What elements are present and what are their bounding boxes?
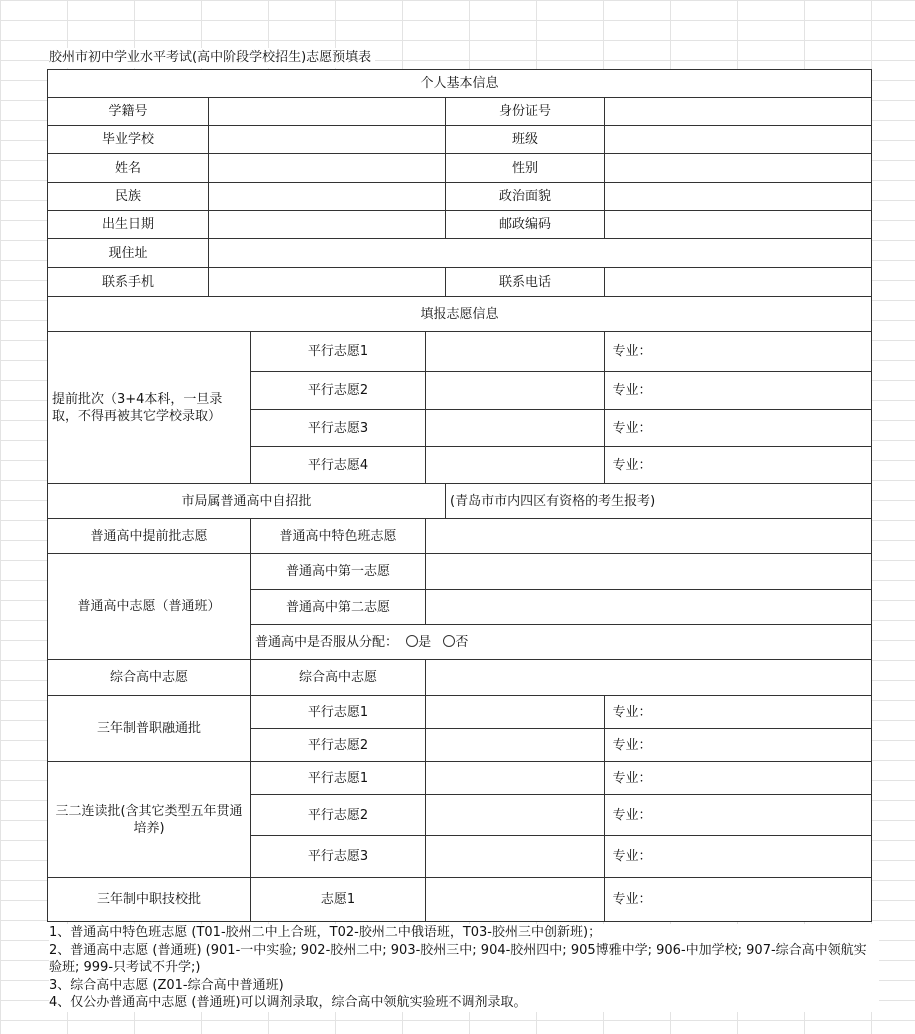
five-year-major-2-input[interactable] xyxy=(660,795,872,836)
assign-row xyxy=(251,625,872,660)
footnote-1: 1、普通高中特色班志愿 (T01-胶州二中上合班，T02-胶州二中俄语班，T03-胶州三中创新班)； xyxy=(49,925,602,940)
technical-wish-input[interactable] xyxy=(426,878,605,922)
assign-no-label: 否 xyxy=(455,634,469,650)
vocational3-major-1-label: 专业： xyxy=(605,696,660,729)
label-id-number: 身份证号 xyxy=(446,98,605,126)
input-political[interactable] xyxy=(605,183,872,211)
form-title: 胶州市初中学业水平考试(高中阶段学校招生)志愿预填表 xyxy=(49,48,375,68)
regular-wish-label: 普通高中志愿（普通班） xyxy=(48,554,251,660)
vocational3-wish-1-label: 平行志愿1 xyxy=(251,696,426,729)
five-year-wish-2-label: 平行志愿2 xyxy=(251,795,426,836)
five-year-wish-3-label: 平行志愿3 xyxy=(251,836,426,878)
vocational3-wish-2-label: 平行志愿2 xyxy=(251,729,426,762)
early-major-1-label: 专业： xyxy=(605,332,660,372)
input-postcode[interactable] xyxy=(605,211,872,239)
regular-second-input[interactable] xyxy=(426,590,872,625)
early-major-2-label: 专业： xyxy=(605,372,660,410)
early-major-3-label: 专业： xyxy=(605,410,660,447)
input-ethnicity[interactable] xyxy=(209,183,446,211)
early-wish-1-label: 平行志愿1 xyxy=(251,332,426,372)
five-year-major-3-label: 专业： xyxy=(605,836,660,878)
five-year-major-3-input[interactable] xyxy=(660,836,872,878)
footnote-4: 4、仅公办普通高中志愿 (普通班)可以调剂录取，综合高中领航实验班不调剂录取。 xyxy=(49,995,527,1010)
early-wish-4-input[interactable] xyxy=(426,447,605,484)
five-year-label: 三二连读批(含其它类型五年贯通培养) xyxy=(48,762,251,878)
early-wish-3-label: 平行志愿3 xyxy=(251,410,426,447)
vocational3-major-2-input[interactable] xyxy=(660,729,872,762)
regular-first-label: 普通高中第一志愿 xyxy=(251,554,426,590)
regular-early-label: 普通高中提前批志愿 xyxy=(48,519,251,554)
input-address[interactable] xyxy=(209,239,872,268)
label-postcode: 邮政编码 xyxy=(446,211,605,239)
comprehensive-input[interactable] xyxy=(426,660,872,696)
five-year-major-1-input[interactable] xyxy=(660,762,872,795)
vocational3-major-2-label: 专业： xyxy=(605,729,660,762)
footnote-3: 3、综合高中志愿 (Z01-综合高中普通班) xyxy=(49,977,284,993)
input-name[interactable] xyxy=(209,154,446,183)
five-year-major-1-label: 专业： xyxy=(605,762,660,795)
assign-label: 普通高中是否服从分配： xyxy=(255,634,399,650)
early-wish-4-label: 平行志愿4 xyxy=(251,447,426,484)
application-form-table xyxy=(47,69,872,922)
footnote-2: 2、普通高中志愿 (普通班) (901-一中实验; 902-胶州二中; 903-胶州三中; 904-胶州四中; 905博雅中学; 906-中加学校; 907-综合高中领航实验班; 999-只考试不升学;) xyxy=(49,942,867,975)
label-school: 毕业学校 xyxy=(48,126,209,154)
vocational3-wish-1-input[interactable] xyxy=(426,696,605,729)
early-batch-label: 提前批次（3+4本科，一旦录取，不得再被其它学校录取） xyxy=(48,332,251,484)
early-major-4-label: 专业： xyxy=(605,447,660,484)
technical-major-label: 专业： xyxy=(605,878,660,922)
five-year-wish-2-input[interactable] xyxy=(426,795,605,836)
footnotes xyxy=(49,924,879,1012)
five-year-wish-1-input[interactable] xyxy=(426,762,605,795)
technical-label: 三年制中职技校批 xyxy=(48,878,251,922)
technical-wish-label: 志愿1 xyxy=(251,878,426,922)
early-major-3-input[interactable] xyxy=(660,410,872,447)
early-wish-2-input[interactable] xyxy=(426,372,605,410)
input-school[interactable] xyxy=(209,126,446,154)
label-phone: 联系电话 xyxy=(446,268,605,297)
label-ethnicity: 民族 xyxy=(48,183,209,211)
city-batch-label: 市局属普通高中自招批 xyxy=(48,484,446,519)
vocational3-major-1-input[interactable] xyxy=(660,696,872,729)
early-wish-1-input[interactable] xyxy=(426,332,605,372)
input-gender[interactable] xyxy=(605,154,872,183)
section-header-personal: 个人基本信息 xyxy=(48,70,872,98)
label-gender: 性别 xyxy=(446,154,605,183)
five-year-major-2-label: 专业： xyxy=(605,795,660,836)
vocational3-wish-2-input[interactable] xyxy=(426,729,605,762)
input-id-number[interactable] xyxy=(605,98,872,126)
label-name: 姓名 xyxy=(48,154,209,183)
assign-yes-radio[interactable] xyxy=(406,635,418,647)
regular-first-input[interactable] xyxy=(426,554,872,590)
vocational3-label: 三年制普职融通批 xyxy=(48,696,251,762)
label-address: 现住址 xyxy=(48,239,209,268)
label-class: 班级 xyxy=(446,126,605,154)
label-political: 政治面貌 xyxy=(446,183,605,211)
early-major-2-input[interactable] xyxy=(660,372,872,410)
input-mobile[interactable] xyxy=(209,268,446,297)
input-student-id[interactable] xyxy=(209,98,446,126)
early-major-4-input[interactable] xyxy=(660,447,872,484)
special-class-input[interactable] xyxy=(426,519,872,554)
comprehensive-sub-label: 综合高中志愿 xyxy=(251,660,426,696)
input-class[interactable] xyxy=(605,126,872,154)
label-mobile: 联系手机 xyxy=(48,268,209,297)
five-year-wish-1-label: 平行志愿1 xyxy=(251,762,426,795)
input-birth[interactable] xyxy=(209,211,446,239)
section-header-wish: 填报志愿信息 xyxy=(48,297,872,332)
city-batch-note: (青岛市市内四区有资格的考生报考) xyxy=(446,484,872,519)
input-phone[interactable] xyxy=(605,268,872,297)
assign-yes-label: 是 xyxy=(418,634,432,650)
early-wish-2-label: 平行志愿2 xyxy=(251,372,426,410)
five-year-wish-3-input[interactable] xyxy=(426,836,605,878)
regular-second-label: 普通高中第二志愿 xyxy=(251,590,426,625)
early-wish-3-input[interactable] xyxy=(426,410,605,447)
label-birth: 出生日期 xyxy=(48,211,209,239)
early-major-1-input[interactable] xyxy=(660,332,872,372)
comprehensive-label: 综合高中志愿 xyxy=(48,660,251,696)
special-class-label: 普通高中特色班志愿 xyxy=(251,519,426,554)
assign-no-radio[interactable] xyxy=(443,635,455,647)
technical-major-input[interactable] xyxy=(660,878,872,922)
label-student-id: 学籍号 xyxy=(48,98,209,126)
